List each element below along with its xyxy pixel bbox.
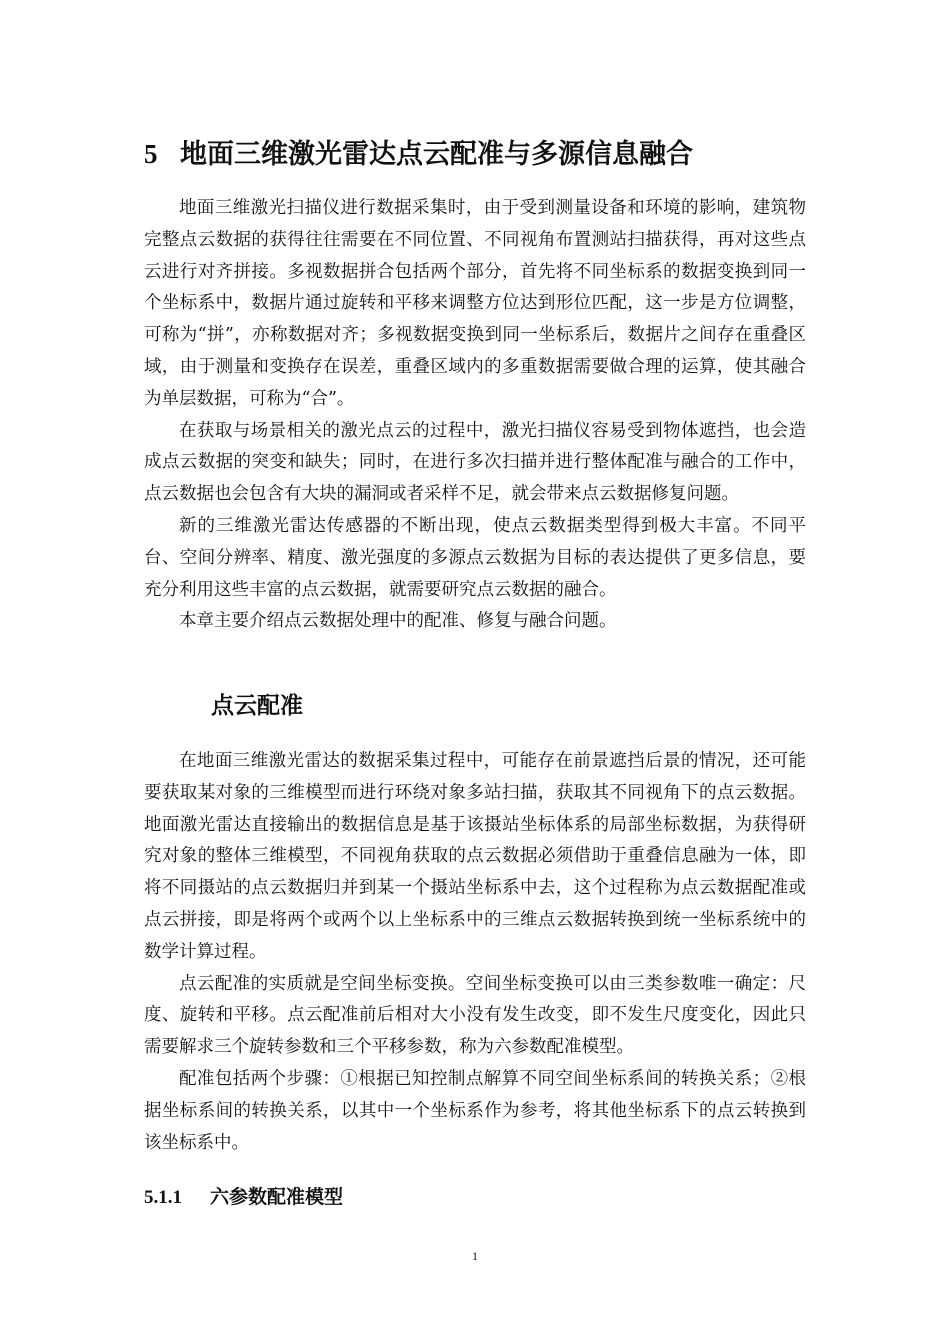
subsection-number: 5.1.1	[144, 1187, 182, 1208]
intro-paragraph-4: 本章主要介绍点云数据处理中的配准、修复与融合问题。	[179, 611, 617, 632]
chapter-title-text: 地面三维激光雷达点云配准与多源信息融合	[180, 139, 693, 170]
chapter-number: 5	[144, 139, 158, 169]
section-paragraph-2: 点云配准的实质就是空间坐标变换。空间坐标变换可以由三类参数唯一确定：尺度、旋转和平移。点云配准前后相对大小没有发生改变，即不发生尺度变化，因此只需要解求三个旋转参数和三个平移参数，称为六参数配准模型。	[144, 973, 806, 1058]
intro-paragraph-2: 在获取与场景相关的激光点云的过程中，激光扫描仪容易受到物体遮挡，也会造成点云数据的突变和缺失；同时，在进行多次扫描并进行整体配准与融合的工作中，点云数据也会包含有大块的漏洞或者采样不足，就会带来点云数据修复问题。	[144, 420, 806, 505]
section-title: 点云配准	[211, 693, 303, 719]
section-paragraph-1: 在地面三维激光雷达的数据采集过程中，可能存在前景遮挡后景的情况，还可能要获取某对象的三维模型而进行环绕对象多站扫描，获取其不同视角下的点云数据。地面激光雷达直接输出的数据信息是基于该摄站坐标体系的局部坐标数据，为获得研究对象的整体三维模型，不同视角获取的点云数据必须借助于重叠信息融为一体，即将不同摄站的点云数据归并到某一个摄站坐标系中去，这个过程称为点云数据配准或点云拼接，即是将两个或两个以上坐标系中的三维点云数据转换到统一坐标系统中的数学计算过程。	[144, 751, 806, 962]
intro-paragraph-3: 新的三维激光雷达传感器的不断出现，使点云数据类型得到极大丰富。不同平台、空间分辨率、精度、激光强度的多源点云数据为目标的表达提供了更多信息，要充分利用这些丰富的点云数据，就需要研究点云数据的融合。	[144, 515, 806, 600]
subsection-title-text: 六参数配准模型	[210, 1186, 344, 1208]
subsection-title	[144, 1182, 343, 1213]
intro-text-block	[144, 193, 806, 638]
page-number: 1	[472, 1249, 478, 1263]
section-text-block	[144, 746, 806, 1159]
intro-paragraph-1: 地面三维激光扫描仪进行数据采集时，由于受到测量设备和环境的影响，建筑物完整点云数据的获得往往需要在不同位置、不同视角布置测站扫描获得，再对这些点云进行对齐拼接。多视数据拼合包括两个部分，首先将不同坐标系的数据变换到同一个坐标系中，数据片通过旋转和平移来调整方位达到形位匹配，这一步是方位调整，可称为“拼”，亦称数据对齐；多视数据变换到同一坐标系后，数据片之间存在重叠区域，由于测量和变换存在误差，重叠区域内的多重数据需要做合理的运算，使其融合为单层数据，可称为“合”。	[144, 198, 806, 409]
section-paragraph-3: 配准包括两个步骤：①根据已知控制点解算不同空间坐标系间的转换关系；②根据坐标系间的转换关系，以其中一个坐标系作为参考，将其他坐标系下的点云转换到该坐标系中。	[144, 1068, 806, 1153]
chapter-title	[144, 134, 824, 175]
